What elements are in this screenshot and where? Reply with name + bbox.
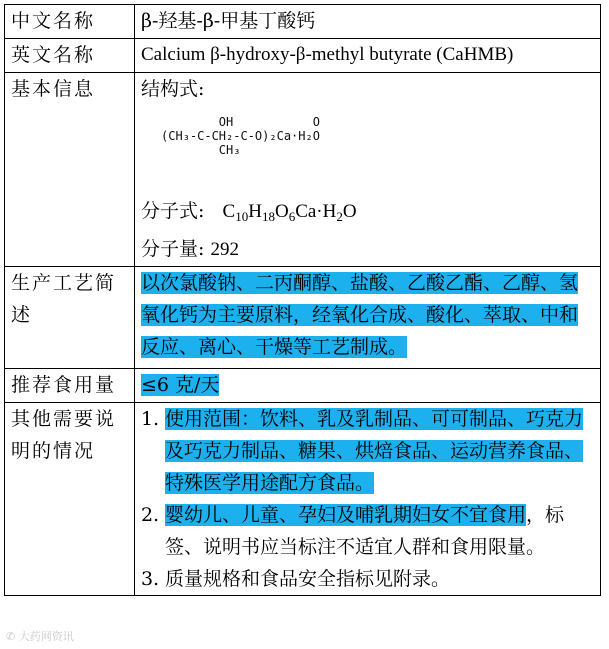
note-item-1 [141,403,594,499]
row-process [5,267,601,369]
label-basic-info: 基本信息 [5,73,135,267]
label-other-notes: 其他需要说明的情况 [5,403,135,596]
note-number: 2. [141,504,160,526]
spec-table [4,4,601,596]
structural-formula-line2: (CH₃-C-CH₂-C-O)₂Ca·H₂O [161,129,320,143]
label-process: 生产工艺简述 [5,267,135,369]
note-number: 1. [141,408,160,430]
structural-formula-line3: CH₃ [161,143,241,157]
note-text: 使用范围：饮料、乳及乳制品、可可制品、巧克力及巧克力制品、糖果、烘焙食品、运动营养食品、特殊医学用途配方食品。 [165,408,584,494]
row-basic-info [5,73,601,267]
row-chinese-name [5,5,601,39]
value-english-name: Calcium β-hydroxy-β-methyl butyrate (CaHMB) [135,39,601,73]
value-basic-info [135,73,601,267]
note-number: 3. [141,568,160,590]
value-other-notes [135,403,601,596]
note-item-3 [141,563,594,595]
note-item-2 [141,499,594,563]
note-text: ，标签、说明书应当标注不适宜人群和食用限量。 [165,504,565,558]
molecular-weight-label: 分子量: [141,238,205,260]
row-dosage [5,369,601,403]
note-text: 质量规格和食品安全指标见附录。 [165,568,451,590]
value-dosage [135,369,601,403]
label-dosage: 推荐食用量 [5,369,135,403]
dosage-text: ≤6 克/天 [141,374,220,396]
molecular-weight [141,233,594,266]
row-other-notes [5,403,601,596]
row-english-name [5,39,601,73]
note-text-highlight: 婴幼儿、儿童、孕妇及哺乳期妇女不宜食用 [165,504,527,526]
notes-list [141,403,594,595]
structural-formula-line1: OH O [161,115,320,129]
watermark: ✆ 大药网资讯 [6,630,74,643]
value-process [135,267,601,369]
label-english-name: 英文名称 [5,39,135,73]
molecular-formula [141,195,594,233]
process-text: 以次氯酸钠、二丙酮醇、盐酸、乙酸乙酯、乙醇、氢氧化钙为主要原料，经氧化合成、酸化、萃取、中和反应、离心、干燥等工艺制成。 [141,272,579,358]
molecular-formula-value: $C_{10}H_{18}O_6Ca\cdot H_2O$ [222,201,357,224]
value-chinese-name: β-羟基-β-甲基丁酸钙 [135,5,601,39]
structural-formula [161,115,594,157]
molecular-formula-label: 分子式: [141,200,205,222]
structure-label: 结构式: [141,78,205,100]
label-chinese-name: 中文名称 [5,5,135,39]
molecular-weight-value: 292 [210,239,239,260]
